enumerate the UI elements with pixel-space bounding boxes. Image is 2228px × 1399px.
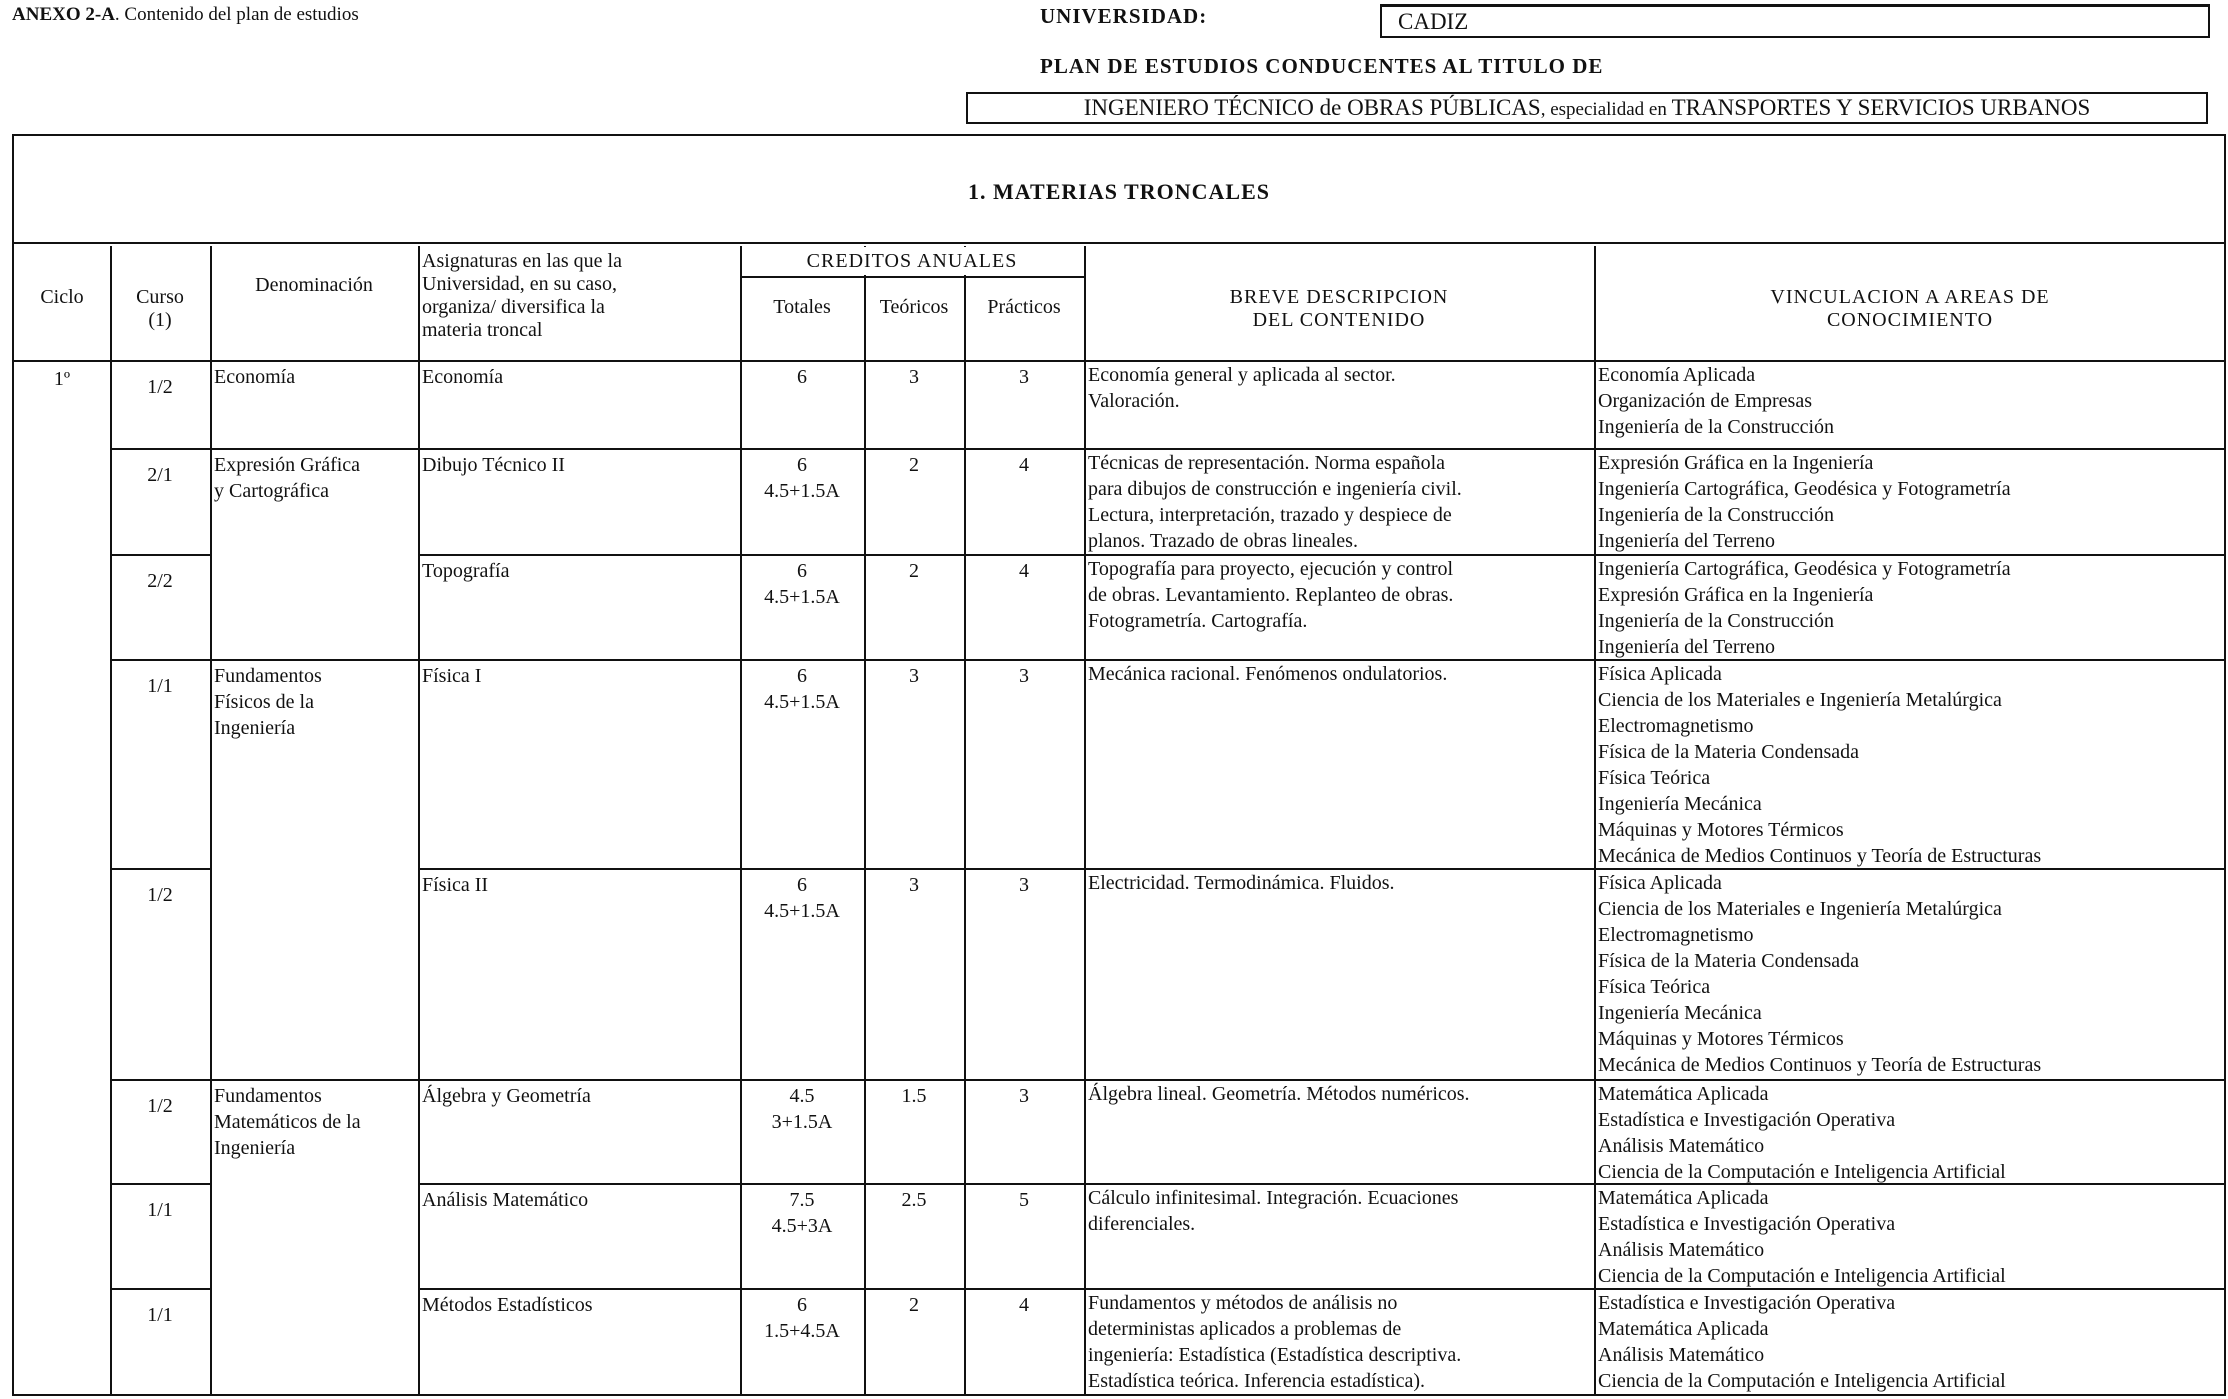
- row-totales-line: 6: [797, 454, 807, 476]
- row-practicos: 5: [1019, 1189, 1029, 1211]
- degree-part1: INGENIERO TÉCNICO de OBRAS PÚBLICAS: [1083, 95, 1541, 120]
- row-areas: [1598, 450, 2222, 554]
- row-divider: [110, 1183, 210, 1185]
- section-title: 1. MATERIAS TRONCALES: [14, 136, 2224, 244]
- row-areas-line: Ciencia de la Computación e Inteligencia Artificial: [1598, 1161, 2006, 1183]
- row-areas-line: Estadística e Investigación Operativa: [1598, 1213, 1896, 1235]
- row-areas: [1598, 362, 2222, 440]
- ciclo-value: 1º: [53, 368, 71, 390]
- column-divider: [418, 246, 420, 1394]
- row-curso: 2/2: [147, 570, 173, 592]
- row-areas-line: Análisis Matemático: [1598, 1135, 1765, 1157]
- materia-name-line: Ingeniería: [214, 1137, 296, 1159]
- row-areas-line: Estadística e Investigación Operativa: [1598, 1292, 1896, 1314]
- row-areas-line: Economía Aplicada: [1598, 364, 1756, 386]
- row-totales-line: 3+1.5A: [771, 1111, 833, 1133]
- annex-title: . Contenido del plan de estudios: [114, 4, 359, 25]
- materia-name: [214, 663, 416, 741]
- row-areas-line: Matemática Aplicada: [1598, 1318, 1769, 1340]
- row-practicos: 3: [1019, 1085, 1029, 1107]
- row-curso: 1/1: [147, 1304, 173, 1326]
- row-asignatura: Topografía: [422, 560, 510, 582]
- row-totales-line: 6: [797, 366, 807, 388]
- row-areas-line: Organización de Empresas: [1598, 390, 1812, 412]
- row-totales: [740, 872, 864, 924]
- row-practicos: 3: [1019, 665, 1029, 687]
- column-header-creditos: CREDITOS ANUALES: [806, 250, 1018, 272]
- university-value-box: CADIZ: [1380, 4, 2210, 38]
- row-areas-line: Ingeniería Cartográfica, Geodésica y Fotogrametría: [1598, 478, 2011, 500]
- row-areas-line: Ingeniería del Terreno: [1598, 530, 1776, 552]
- row-totales-line: 1.5+4.5A: [764, 1320, 840, 1342]
- column-header-practicos: Prácticos: [987, 296, 1061, 318]
- row-totales-line: 4.5: [789, 1085, 815, 1107]
- degree-title-box: [966, 92, 2208, 124]
- column-header-teoricos: Teóricos: [879, 296, 949, 318]
- row-totales-line: 6: [797, 1294, 807, 1316]
- row-descripcion-line: Electricidad. Termodinámica. Fluidos.: [1088, 872, 1395, 894]
- row-teoricos: 3: [909, 874, 919, 896]
- materia-name-line: Físicos de la: [214, 691, 314, 713]
- row-areas: [1598, 661, 2222, 869]
- row-areas-line: Electromagnetismo: [1598, 715, 1754, 737]
- column-divider: [1084, 246, 1086, 1394]
- row-totales-line: 6: [797, 874, 807, 896]
- column-divider: [210, 246, 212, 1394]
- row-teoricos: 2: [909, 454, 919, 476]
- row-areas-line: Ingeniería de la Construcción: [1598, 610, 1835, 632]
- materia-name: [214, 452, 416, 504]
- row-areas-line: Análisis Matemático: [1598, 1344, 1765, 1366]
- row-areas-line: Análisis Matemático: [1598, 1239, 1765, 1261]
- row-practicos: 4: [1019, 454, 1029, 476]
- row-divider: [740, 276, 1084, 278]
- row-divider: [110, 659, 418, 661]
- row-areas-line: Ingeniería Cartográfica, Geodésica y Fotogrametría: [1598, 558, 2011, 580]
- row-areas-line: Ciencia de la Computación e Inteligencia Artificial: [1598, 1265, 2006, 1287]
- row-areas: [1598, 1290, 2222, 1394]
- row-asignatura: Dibujo Técnico II: [422, 454, 565, 476]
- row-descripcion-line: de obras. Levantamiento. Replanteo de obras.: [1088, 584, 1454, 606]
- row-totales: [740, 558, 864, 610]
- column-header-asignaturas-line: materia troncal: [422, 319, 543, 341]
- column-header-areas: [1594, 286, 2226, 332]
- column-header-descripcion-line: BREVE DESCRIPCION: [1229, 286, 1449, 308]
- row-descripcion-line: diferenciales.: [1088, 1213, 1196, 1235]
- column-header-asignaturas-line: Universidad, en su caso,: [422, 273, 617, 295]
- row-totales-line: 6: [797, 665, 807, 687]
- row-descripcion-line: Topografía para proyecto, ejecución y control: [1088, 558, 1454, 580]
- plan-title: PLAN DE ESTUDIOS CONDUCENTES AL TITULO DE: [1040, 54, 1604, 78]
- row-asignatura: Métodos Estadísticos: [422, 1294, 593, 1316]
- row-areas-line: Ingeniería Mecánica: [1598, 793, 1762, 815]
- row-descripcion-line: Lectura, interpretación, trazado y despiece de: [1088, 504, 1452, 526]
- row-descripcion-line: Álgebra lineal. Geometría. Métodos numéricos.: [1088, 1083, 1470, 1105]
- row-areas-line: Máquinas y Motores Térmicos: [1598, 1028, 1844, 1050]
- row-descripcion-line: Economía general y aplicada al sector.: [1088, 364, 1396, 386]
- row-areas-line: Ingeniería del Terreno: [1598, 636, 1776, 658]
- row-curso: 1/1: [147, 675, 173, 697]
- row-areas-line: Estadística e Investigación Operativa: [1598, 1109, 1896, 1131]
- row-asignatura: Física I: [422, 665, 482, 687]
- row-curso: 1/2: [147, 376, 173, 398]
- materia-name-line: Ingeniería: [214, 717, 296, 739]
- row-totales: [740, 364, 864, 390]
- row-totales: [740, 663, 864, 715]
- row-practicos: 4: [1019, 1294, 1029, 1316]
- row-descripcion-line: Fotogrametría. Cartografía.: [1088, 610, 1308, 632]
- row-areas: [1598, 1185, 2222, 1289]
- column-header-areas-line: CONOCIMIENTO: [1826, 309, 1994, 331]
- row-descripcion-line: Técnicas de representación. Norma española: [1088, 452, 1446, 474]
- row-descripcion: [1088, 1290, 1590, 1394]
- row-teoricos: 2: [909, 1294, 919, 1316]
- university-label: UNIVERSIDAD:: [1040, 4, 1208, 28]
- row-curso: 1/1: [147, 1199, 173, 1221]
- column-header-ciclo: Ciclo: [40, 286, 84, 308]
- row-totales-line: 4.5+1.5A: [764, 586, 840, 608]
- row-descripcion: [1088, 556, 1590, 634]
- row-divider: [110, 554, 210, 556]
- annex-heading: [12, 4, 359, 26]
- curso-note: (1): [148, 309, 172, 331]
- row-areas-line: Electromagnetismo: [1598, 924, 1754, 946]
- row-areas: [1598, 556, 2222, 660]
- row-areas-line: Física Teórica: [1598, 767, 1711, 789]
- column-header-asignaturas-line: organiza/ diversifica la: [422, 296, 605, 318]
- row-areas-line: Matemática Aplicada: [1598, 1187, 1769, 1209]
- row-areas-line: Mecánica de Medios Continuos y Teoría de Estructuras: [1598, 1054, 2042, 1076]
- materia-name-line: Economía: [214, 366, 296, 388]
- row-areas: [1598, 1081, 2222, 1185]
- row-totales: [740, 1083, 864, 1135]
- row-descripcion-line: planos. Trazado de obras lineales.: [1088, 530, 1358, 552]
- materia-name: [214, 364, 416, 390]
- column-header-totales: Totales: [773, 296, 831, 318]
- column-header-denominacion: Denominación: [255, 274, 373, 296]
- row-teoricos: 3: [909, 366, 919, 388]
- row-totales-line: 7.5: [789, 1189, 815, 1211]
- column-header-curso: [110, 286, 210, 332]
- row-totales-line: 4.5+3A: [771, 1215, 833, 1237]
- row-asignatura: Física II: [422, 874, 489, 896]
- column-header-asignaturas: [422, 250, 738, 342]
- row-totales: [740, 452, 864, 504]
- row-areas: [1598, 870, 2222, 1078]
- column-header-areas-line: VINCULACION A AREAS DE: [1770, 286, 2050, 308]
- row-teoricos: 2.5: [901, 1189, 927, 1211]
- row-descripcion-line: para dibujos de construcción e ingeniería civil.: [1088, 478, 1462, 500]
- materia-name-line: Matemáticos de la: [214, 1111, 361, 1133]
- row-curso: 2/1: [147, 464, 173, 486]
- column-divider: [964, 246, 966, 1394]
- materia-name-line: Expresión Gráfica: [214, 454, 361, 476]
- row-areas-line: Mecánica de Medios Continuos y Teoría de Estructuras: [1598, 845, 2042, 867]
- annex-label: ANEXO 2-A: [12, 4, 115, 25]
- materia-name-line: y Cartográfica: [214, 480, 329, 502]
- materia-name: [214, 1083, 416, 1161]
- row-areas-line: Ingeniería de la Construcción: [1598, 416, 1835, 438]
- row-areas-line: Máquinas y Motores Térmicos: [1598, 819, 1844, 841]
- curso-label: Curso: [136, 286, 184, 308]
- row-descripcion: [1088, 661, 1590, 687]
- column-header-descripcion: [1084, 286, 1594, 332]
- row-curso: 1/2: [147, 1095, 173, 1117]
- row-totales-line: 6: [797, 560, 807, 582]
- column-header-descripcion-line: DEL CONTENIDO: [1252, 309, 1426, 331]
- row-areas-line: Expresión Gráfica en la Ingeniería: [1598, 584, 1874, 606]
- row-areas-line: Ingeniería de la Construcción: [1598, 504, 1835, 526]
- row-areas-line: Ciencia de la Computación e Inteligencia Artificial: [1598, 1370, 2006, 1392]
- row-practicos: 3: [1019, 874, 1029, 896]
- row-descripcion-line: Estadística teórica. Inferencia estadística).: [1088, 1370, 1426, 1392]
- row-descripcion-line: Cálculo infinitesimal. Integración. Ecuaciones: [1088, 1187, 1459, 1209]
- row-divider: [110, 1079, 418, 1081]
- row-totales-line: 4.5+1.5A: [764, 691, 840, 713]
- row-teoricos: 1.5: [901, 1085, 927, 1107]
- row-divider: [110, 448, 418, 450]
- row-descripcion: [1088, 362, 1590, 414]
- row-totales-line: 4.5+1.5A: [764, 900, 840, 922]
- row-areas-line: Física Aplicada: [1598, 663, 1722, 685]
- troncales-table: [12, 134, 2226, 1396]
- row-curso: 1/2: [147, 884, 173, 906]
- row-areas-line: Ciencia de los Materiales e Ingeniería Metalúrgica: [1598, 898, 2002, 920]
- row-areas-line: Física Aplicada: [1598, 872, 1722, 894]
- row-divider: [110, 868, 210, 870]
- materia-name-line: Fundamentos: [214, 1085, 322, 1107]
- row-totales: [740, 1292, 864, 1344]
- row-asignatura: Análisis Matemático: [422, 1189, 589, 1211]
- row-practicos: 3: [1019, 366, 1029, 388]
- row-asignatura: Economía: [422, 366, 504, 388]
- row-teoricos: 3: [909, 665, 919, 687]
- row-areas-line: Expresión Gráfica en la Ingeniería: [1598, 452, 1874, 474]
- row-areas-line: Física de la Materia Condensada: [1598, 741, 1860, 763]
- column-divider: [1594, 246, 1596, 1394]
- row-areas-line: Ciencia de los Materiales e Ingeniería Metalúrgica: [1598, 689, 2002, 711]
- row-teoricos: 2: [909, 560, 919, 582]
- row-practicos: 4: [1019, 560, 1029, 582]
- row-descripcion: [1088, 1081, 1590, 1107]
- row-descripcion-line: deterministas aplicados a problemas de: [1088, 1318, 1402, 1340]
- row-descripcion: [1088, 450, 1590, 554]
- row-areas-line: Matemática Aplicada: [1598, 1083, 1769, 1105]
- materia-name-line: Fundamentos: [214, 665, 322, 687]
- degree-part2: , especialidad en: [1540, 99, 1672, 120]
- row-descripcion-line: Fundamentos y métodos de análisis no: [1088, 1292, 1398, 1314]
- row-descripcion: [1088, 1185, 1590, 1237]
- row-descripcion: [1088, 870, 1590, 896]
- row-divider: [110, 1288, 210, 1290]
- row-totales-line: 4.5+1.5A: [764, 480, 840, 502]
- degree-part3: TRANSPORTES Y SERVICIOS URBANOS: [1671, 95, 2091, 120]
- column-header-asignaturas-line: Asignaturas en las que la: [422, 250, 622, 272]
- row-areas-line: Física de la Materia Condensada: [1598, 950, 1860, 972]
- row-asignatura: Álgebra y Geometría: [422, 1085, 591, 1107]
- row-areas-line: Ingeniería Mecánica: [1598, 1002, 1762, 1024]
- row-areas-line: Física Teórica: [1598, 976, 1711, 998]
- column-divider: [864, 246, 866, 1394]
- row-totales: [740, 1187, 864, 1239]
- row-descripcion-line: ingeniería: Estadística (Estadística descriptiva.: [1088, 1344, 1462, 1366]
- row-descripcion-line: Valoración.: [1088, 390, 1180, 412]
- row-descripcion-line: Mecánica racional. Fenómenos ondulatorios.: [1088, 663, 1448, 685]
